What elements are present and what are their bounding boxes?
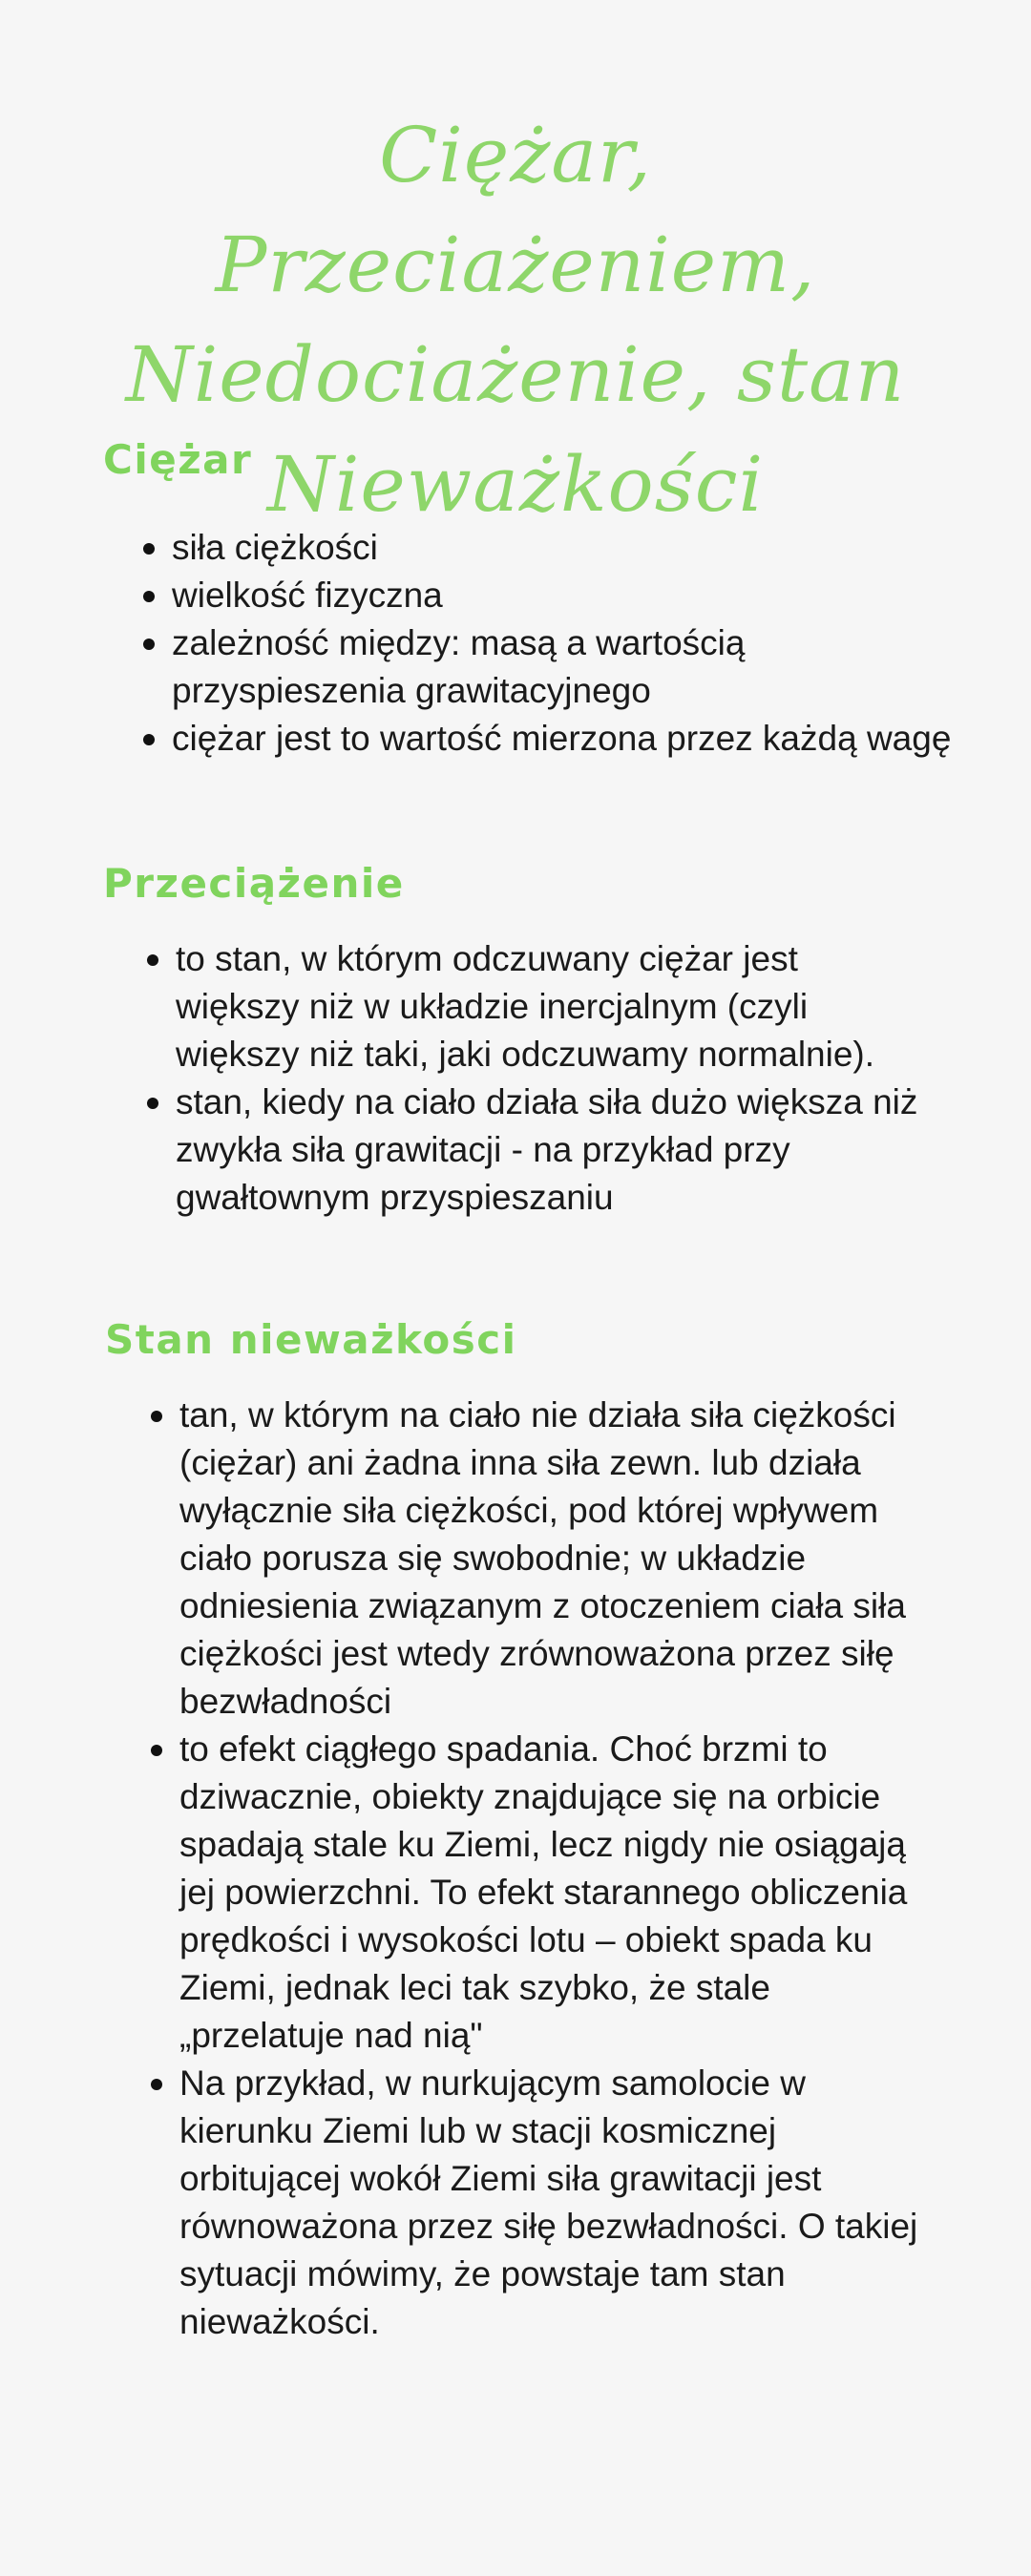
- list-item: siła ciężkości: [172, 524, 964, 572]
- list-stan-niewazkosci: [179, 1392, 943, 2346]
- list-item: tan, w którym na ciało nie działa siła ciężkości (ciężar) ani żadna inna siła zewn. lub działa wyłącznie siła ciężkości, pod której wpływem ciało porusza się swobodnie; w układzie odniesienia związanym z otoczeniem ciała siła ciężkości jest wtedy zrównoważona przez siłę bezwładności: [179, 1392, 943, 1726]
- list-przeciazenie: [176, 935, 920, 1222]
- list-item: to efekt ciągłego spadania. Choć brzmi to dziwacznie, obiekty znajdujące się na orbicie spadają stale ku Ziemi, lecz nigdy nie osiągają jej powierzchni. To efekt starannego obliczenia prędkości i wysokości lotu – obiekt spada ku Ziemi, jednak leci tak szybko, że stale „przelatuje nad nią": [179, 1726, 943, 2060]
- heading-przeciazenie: Przeciążenie: [103, 860, 405, 907]
- list-item: to stan, w którym odczuwany ciężar jest większy niż w układzie inercjalnym (czyli większy niż taki, jaki odczuwamy normalnie).: [176, 935, 920, 1079]
- list-item: Na przykład, w nurkującym samolocie w kierunku Ziemi lub w stacji kosmicznej orbitującej wokół Ziemi siła grawitacji jest równoważona przez siłę bezwładności. O takiej sytuacji mówimy, że powstaje tam stan nieważkości.: [179, 2060, 943, 2346]
- heading-stan-niewazkosci: Stan nieważkości: [105, 1316, 517, 1363]
- list-ciezar: [172, 524, 964, 763]
- page-title: Ciężar, Przeciażeniem, Niedociażenie, stan Nieważkości: [125, 111, 906, 529]
- heading-ciezar: Ciężar: [103, 436, 253, 483]
- list-item: ciężar jest to wartość mierzona przez każdą wagę: [172, 715, 964, 763]
- list-item: wielkość fizyczna: [172, 572, 964, 619]
- list-item: zależność między: masą a wartością przyspieszenia grawitacyjnego: [172, 619, 783, 715]
- list-item: stan, kiedy na ciało działa siła dużo większa niż zwykła siła grawitacji - na przykład przy gwałtownym przyspieszaniu: [176, 1079, 920, 1222]
